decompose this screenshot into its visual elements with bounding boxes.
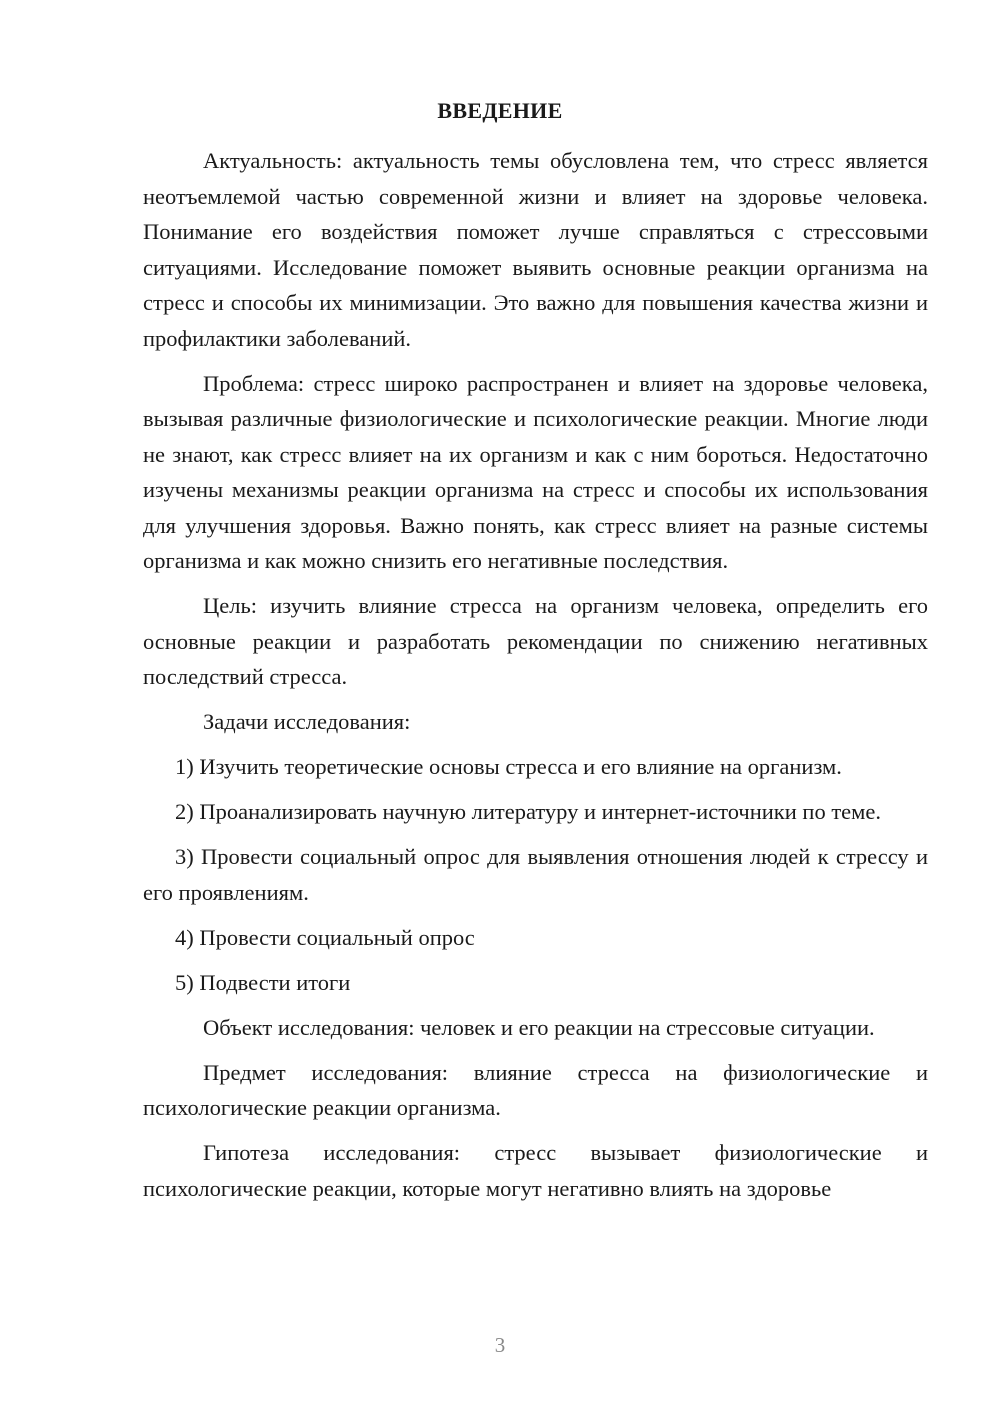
paragraph-object: Объект исследования: человек и его реакции на стрессовые ситуации.: [203, 1014, 875, 1040]
paragraph-subject: Предмет исследования: влияние стресса на физиологические и психологические реакции организма.: [143, 1059, 928, 1120]
paragraph-problem: Проблема: стресс широко распространен и влияет на здоровье человека, вызывая различные физиологические и психологические реакции. Многие люди не знают, как стресс влияет на их организм и как с ним бороться. Недостаточно изучены механизмы реакции организма на стресс и способы их использования для улучшения здоровья. Важно понять, как стресс влияет на разные системы организма и как можно снизить его негативные последствия.: [143, 370, 928, 573]
page-number: 3: [494, 1333, 506, 1357]
task-item-3: 3) Провести социальный опрос для выявления отношения людей к стрессу и его проявлениям.: [143, 844, 928, 905]
tasks-heading: Задачи исследования:: [203, 709, 411, 734]
task-item-1: 1) Изучить теоретические основы стресса и его влияние на организм.: [175, 754, 842, 779]
task-item-4: 4) Провести социальный опрос: [175, 924, 475, 950]
task-item-2: 2) Проанализировать научную литературу и интернет-источники по теме.: [175, 799, 881, 824]
paragraph-hypothesis: Гипотеза исследования: стресс вызывает физиологические и психологические реакции, которые могут негативно влиять на здоровье: [143, 1140, 928, 1201]
document-body: [143, 143, 928, 1216]
task-item-5: 5) Подвести итоги: [175, 969, 351, 995]
section-heading: ВВЕДЕНИЕ: [437, 98, 563, 123]
paragraph-goal: Цель: изучить влияние стресса на организм человека, определить его основные реакции и разработать рекомендации по снижению негативных последствий стресса.: [143, 593, 928, 689]
paragraph-relevance: Актуальность: актуальность темы обусловлена тем, что стресс является неотъемлемой частью современной жизни и влияет на здоровье человека. Понимание его воздействия поможет лучше справляться с стрессовыми ситуациями. Исследование поможет выявить основные реакции организма на стресс и способы их минимизации. Это важно для повышения качества жизни и профилактики заболеваний.: [143, 148, 928, 351]
